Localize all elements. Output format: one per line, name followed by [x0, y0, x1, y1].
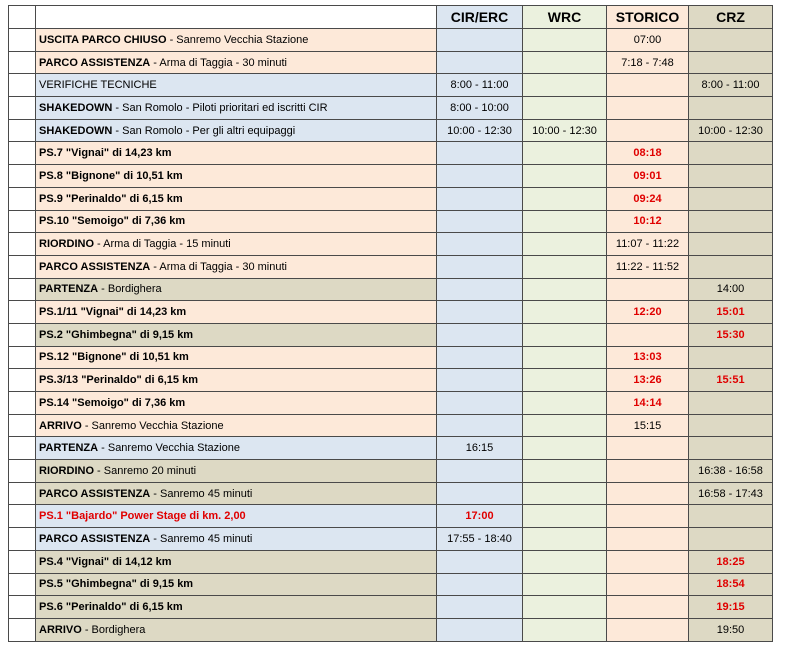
cir-erc-time: 10:00 - 12:30	[437, 119, 523, 142]
event-cell	[36, 482, 437, 505]
wrc-time	[523, 142, 607, 165]
cir-erc-time: 8:00 - 10:00	[437, 97, 523, 120]
crz-time: 15:01	[689, 301, 773, 324]
event-cell	[36, 301, 437, 324]
row-index-cell	[9, 369, 36, 392]
cir-erc-time	[437, 142, 523, 165]
event-cell	[36, 29, 437, 52]
row-index-cell	[9, 119, 36, 142]
table-row	[9, 119, 773, 142]
storico-time: 09:01	[607, 165, 689, 188]
header-event	[36, 6, 437, 29]
crz-time	[689, 505, 773, 528]
wrc-time	[523, 165, 607, 188]
cir-erc-time	[437, 255, 523, 278]
event-name: ARRIVO	[39, 419, 82, 432]
event-cell	[36, 74, 437, 97]
wrc-time	[523, 482, 607, 505]
table-row	[9, 482, 773, 505]
cir-erc-time	[437, 414, 523, 437]
event-description: - Arma di Taggia - 30 minuti	[150, 56, 287, 69]
crz-time	[689, 97, 773, 120]
wrc-time	[523, 392, 607, 415]
storico-time: 13:26	[607, 369, 689, 392]
table-row	[9, 460, 773, 483]
storico-time	[607, 573, 689, 596]
event-name: PS.7 "Vignai" di 14,23 km	[39, 147, 172, 160]
event-description: - Sanremo 45 minuti	[150, 532, 253, 545]
crz-time	[689, 255, 773, 278]
table-row	[9, 97, 773, 120]
event-name: RIORDINO	[39, 464, 94, 477]
crz-time	[689, 51, 773, 74]
event-name: ARRIVO	[39, 623, 82, 636]
wrc-time	[523, 210, 607, 233]
row-index-cell	[9, 482, 36, 505]
cir-erc-time: 17:55 - 18:40	[437, 528, 523, 551]
crz-time	[689, 165, 773, 188]
wrc-time	[523, 505, 607, 528]
cir-erc-time: 16:15	[437, 437, 523, 460]
crz-time: 19:15	[689, 596, 773, 619]
row-index-cell	[9, 301, 36, 324]
event-cell	[36, 210, 437, 233]
row-index-cell	[9, 51, 36, 74]
cir-erc-time	[437, 29, 523, 52]
cir-erc-time	[437, 460, 523, 483]
crz-time: 18:54	[689, 573, 773, 596]
cir-erc-time	[437, 187, 523, 210]
event-cell	[36, 119, 437, 142]
row-index-cell	[9, 165, 36, 188]
storico-time: 08:18	[607, 142, 689, 165]
storico-time	[607, 278, 689, 301]
event-cell	[36, 97, 437, 120]
event-name: PS.4 "Vignai" di 14,12 km	[39, 555, 172, 568]
event-cell	[36, 414, 437, 437]
row-index-cell	[9, 618, 36, 641]
row-index-cell	[9, 255, 36, 278]
cir-erc-time	[437, 369, 523, 392]
event-name: PS.12 "Bignone" di 10,51 km	[39, 351, 189, 364]
event-name: PARTENZA	[39, 442, 99, 455]
row-index-cell	[9, 187, 36, 210]
event-name: PS.5 "Ghimbegna" di 9,15 km	[39, 578, 194, 591]
row-index-cell	[9, 505, 36, 528]
storico-time	[607, 97, 689, 120]
event-name: PARCO ASSISTENZA	[39, 487, 151, 500]
wrc-time	[523, 596, 607, 619]
storico-time: 7:18 - 7:48	[607, 51, 689, 74]
event-name: VERIFICHE TECNICHE	[39, 79, 157, 92]
cir-erc-time: 17:00	[437, 505, 523, 528]
table-row	[9, 187, 773, 210]
table-row	[9, 323, 773, 346]
table-row	[9, 278, 773, 301]
row-index-cell	[9, 460, 36, 483]
header-index	[9, 6, 36, 29]
event-name: PARTENZA	[39, 283, 99, 296]
crz-time	[689, 29, 773, 52]
event-cell	[36, 437, 437, 460]
event-cell	[36, 51, 437, 74]
storico-time: 14:14	[607, 392, 689, 415]
crz-time: 16:58 - 17:43	[689, 482, 773, 505]
cir-erc-time	[437, 210, 523, 233]
row-index-cell	[9, 323, 36, 346]
table-row	[9, 233, 773, 256]
storico-time: 11:07 - 11:22	[607, 233, 689, 256]
wrc-time	[523, 233, 607, 256]
table-row	[9, 505, 773, 528]
event-description: - Sanremo Vecchia Stazione	[98, 442, 240, 455]
header-cir-erc: CIR/ERC	[437, 6, 523, 29]
row-index-cell	[9, 414, 36, 437]
wrc-time	[523, 414, 607, 437]
event-cell	[36, 323, 437, 346]
wrc-time	[523, 74, 607, 97]
wrc-time	[523, 301, 607, 324]
event-name: PS.1 "Bajardo" Power Stage di km. 2,00	[39, 510, 246, 523]
storico-time	[607, 437, 689, 460]
crz-time	[689, 392, 773, 415]
event-cell	[36, 550, 437, 573]
event-name: SHAKEDOWN	[39, 101, 113, 114]
wrc-time	[523, 618, 607, 641]
row-index-cell	[9, 596, 36, 619]
schedule-body	[9, 29, 773, 642]
event-cell	[36, 278, 437, 301]
event-cell	[36, 573, 437, 596]
event-name: PARCO ASSISTENZA	[39, 56, 151, 69]
crz-time: 14:00	[689, 278, 773, 301]
cir-erc-time	[437, 323, 523, 346]
storico-time	[607, 323, 689, 346]
wrc-time: 10:00 - 12:30	[523, 119, 607, 142]
crz-time	[689, 437, 773, 460]
wrc-time	[523, 437, 607, 460]
storico-time: 12:20	[607, 301, 689, 324]
cir-erc-time	[437, 618, 523, 641]
row-index-cell	[9, 528, 36, 551]
crz-time: 18:25	[689, 550, 773, 573]
event-description: - Arma di Taggia - 15 minuti	[94, 238, 231, 251]
event-name: PS.3/13 "Perinaldo" di 6,15 km	[39, 374, 199, 387]
event-cell	[36, 528, 437, 551]
table-row	[9, 437, 773, 460]
storico-time: 15:15	[607, 414, 689, 437]
table-row	[9, 74, 773, 97]
crz-time: 10:00 - 12:30	[689, 119, 773, 142]
event-name: PS.10 "Semoigo" di 7,36 km	[39, 215, 186, 228]
storico-time	[607, 528, 689, 551]
storico-time	[607, 618, 689, 641]
table-row	[9, 255, 773, 278]
table-row	[9, 210, 773, 233]
event-cell	[36, 346, 437, 369]
wrc-time	[523, 97, 607, 120]
storico-time: 11:22 - 11:52	[607, 255, 689, 278]
event-description: - Arma di Taggia - 30 minuti	[150, 260, 287, 273]
storico-time	[607, 596, 689, 619]
crz-time	[689, 210, 773, 233]
header-storico: STORICO	[607, 6, 689, 29]
event-cell	[36, 187, 437, 210]
row-index-cell	[9, 29, 36, 52]
cir-erc-time	[437, 596, 523, 619]
table-row	[9, 346, 773, 369]
table-row	[9, 528, 773, 551]
event-name: PS.1/11 "Vignai" di 14,23 km	[39, 306, 187, 319]
storico-time	[607, 505, 689, 528]
event-name: PS.8 "Bignone" di 10,51 km	[39, 169, 183, 182]
event-name: USCITA PARCO CHIUSO	[39, 33, 167, 46]
wrc-time	[523, 550, 607, 573]
event-cell	[36, 255, 437, 278]
event-description: - Sanremo Vecchia Stazione	[166, 33, 309, 46]
header-crz: CRZ	[689, 6, 773, 29]
storico-time: 07:00	[607, 29, 689, 52]
wrc-time	[523, 346, 607, 369]
crz-time: 8:00 - 11:00	[689, 74, 773, 97]
crz-time	[689, 187, 773, 210]
row-index-cell	[9, 97, 36, 120]
wrc-time	[523, 528, 607, 551]
wrc-time	[523, 573, 607, 596]
table-row	[9, 550, 773, 573]
header-row	[9, 6, 773, 29]
storico-time	[607, 482, 689, 505]
header-wrc: WRC	[523, 6, 607, 29]
cir-erc-time: 8:00 - 11:00	[437, 74, 523, 97]
storico-time	[607, 460, 689, 483]
cir-erc-time	[437, 233, 523, 256]
wrc-time	[523, 187, 607, 210]
event-cell	[36, 142, 437, 165]
crz-time: 15:51	[689, 369, 773, 392]
storico-time: 10:12	[607, 210, 689, 233]
event-cell	[36, 505, 437, 528]
row-index-cell	[9, 233, 36, 256]
event-description: - Bordighera	[98, 283, 162, 296]
crz-time: 16:38 - 16:58	[689, 460, 773, 483]
crz-time	[689, 528, 773, 551]
event-description: - Sanremo 20 minuti	[94, 464, 197, 477]
event-name: PARCO ASSISTENZA	[39, 532, 151, 545]
crz-time: 19:50	[689, 618, 773, 641]
cir-erc-time	[437, 51, 523, 74]
event-description: - Bordighera	[81, 623, 146, 636]
crz-time	[689, 142, 773, 165]
table-row	[9, 414, 773, 437]
table-row	[9, 618, 773, 641]
table-row	[9, 596, 773, 619]
event-cell	[36, 618, 437, 641]
row-index-cell	[9, 392, 36, 415]
wrc-time	[523, 51, 607, 74]
row-index-cell	[9, 550, 36, 573]
table-row	[9, 573, 773, 596]
cir-erc-time	[437, 346, 523, 369]
event-cell	[36, 165, 437, 188]
row-index-cell	[9, 142, 36, 165]
row-index-cell	[9, 74, 36, 97]
table-row	[9, 165, 773, 188]
cir-erc-time	[437, 482, 523, 505]
event-name: PARCO ASSISTENZA	[39, 260, 151, 273]
wrc-time	[523, 278, 607, 301]
wrc-time	[523, 29, 607, 52]
event-name: SHAKEDOWN	[39, 124, 113, 137]
event-name: PS.2 "Ghimbegna" di 9,15 km	[39, 328, 194, 341]
table-row	[9, 369, 773, 392]
row-index-cell	[9, 346, 36, 369]
table-row	[9, 51, 773, 74]
wrc-time	[523, 323, 607, 346]
table-row	[9, 301, 773, 324]
crz-time: 15:30	[689, 323, 773, 346]
event-cell	[36, 596, 437, 619]
event-cell	[36, 233, 437, 256]
row-index-cell	[9, 210, 36, 233]
storico-time	[607, 119, 689, 142]
event-description: - San Romolo - Per gli altri equipaggi	[112, 124, 296, 137]
crz-time	[689, 414, 773, 437]
cir-erc-time	[437, 573, 523, 596]
row-index-cell	[9, 573, 36, 596]
event-name: RIORDINO	[39, 238, 94, 251]
wrc-time	[523, 460, 607, 483]
wrc-time	[523, 369, 607, 392]
event-cell	[36, 369, 437, 392]
row-index-cell	[9, 437, 36, 460]
schedule-table	[8, 5, 773, 642]
event-description: - San Romolo - Piloti prioritari ed iscritti CIR	[112, 101, 328, 114]
event-cell	[36, 460, 437, 483]
event-name: PS.9 "Perinaldo" di 6,15 km	[39, 192, 183, 205]
row-index-cell	[9, 278, 36, 301]
table-row	[9, 29, 773, 52]
crz-time	[689, 346, 773, 369]
storico-time	[607, 74, 689, 97]
storico-time: 09:24	[607, 187, 689, 210]
event-description: - Sanremo 45 minuti	[150, 487, 253, 500]
cir-erc-time	[437, 278, 523, 301]
event-description: - Sanremo Vecchia Stazione	[81, 419, 224, 432]
event-name: PS.6 "Perinaldo" di 6,15 km	[39, 601, 183, 614]
table-row	[9, 392, 773, 415]
table-row	[9, 142, 773, 165]
storico-time: 13:03	[607, 346, 689, 369]
event-cell	[36, 392, 437, 415]
event-name: PS.14 "Semoigo" di 7,36 km	[39, 396, 186, 409]
storico-time	[607, 550, 689, 573]
crz-time	[689, 233, 773, 256]
cir-erc-time	[437, 165, 523, 188]
wrc-time	[523, 255, 607, 278]
cir-erc-time	[437, 301, 523, 324]
cir-erc-time	[437, 550, 523, 573]
cir-erc-time	[437, 392, 523, 415]
